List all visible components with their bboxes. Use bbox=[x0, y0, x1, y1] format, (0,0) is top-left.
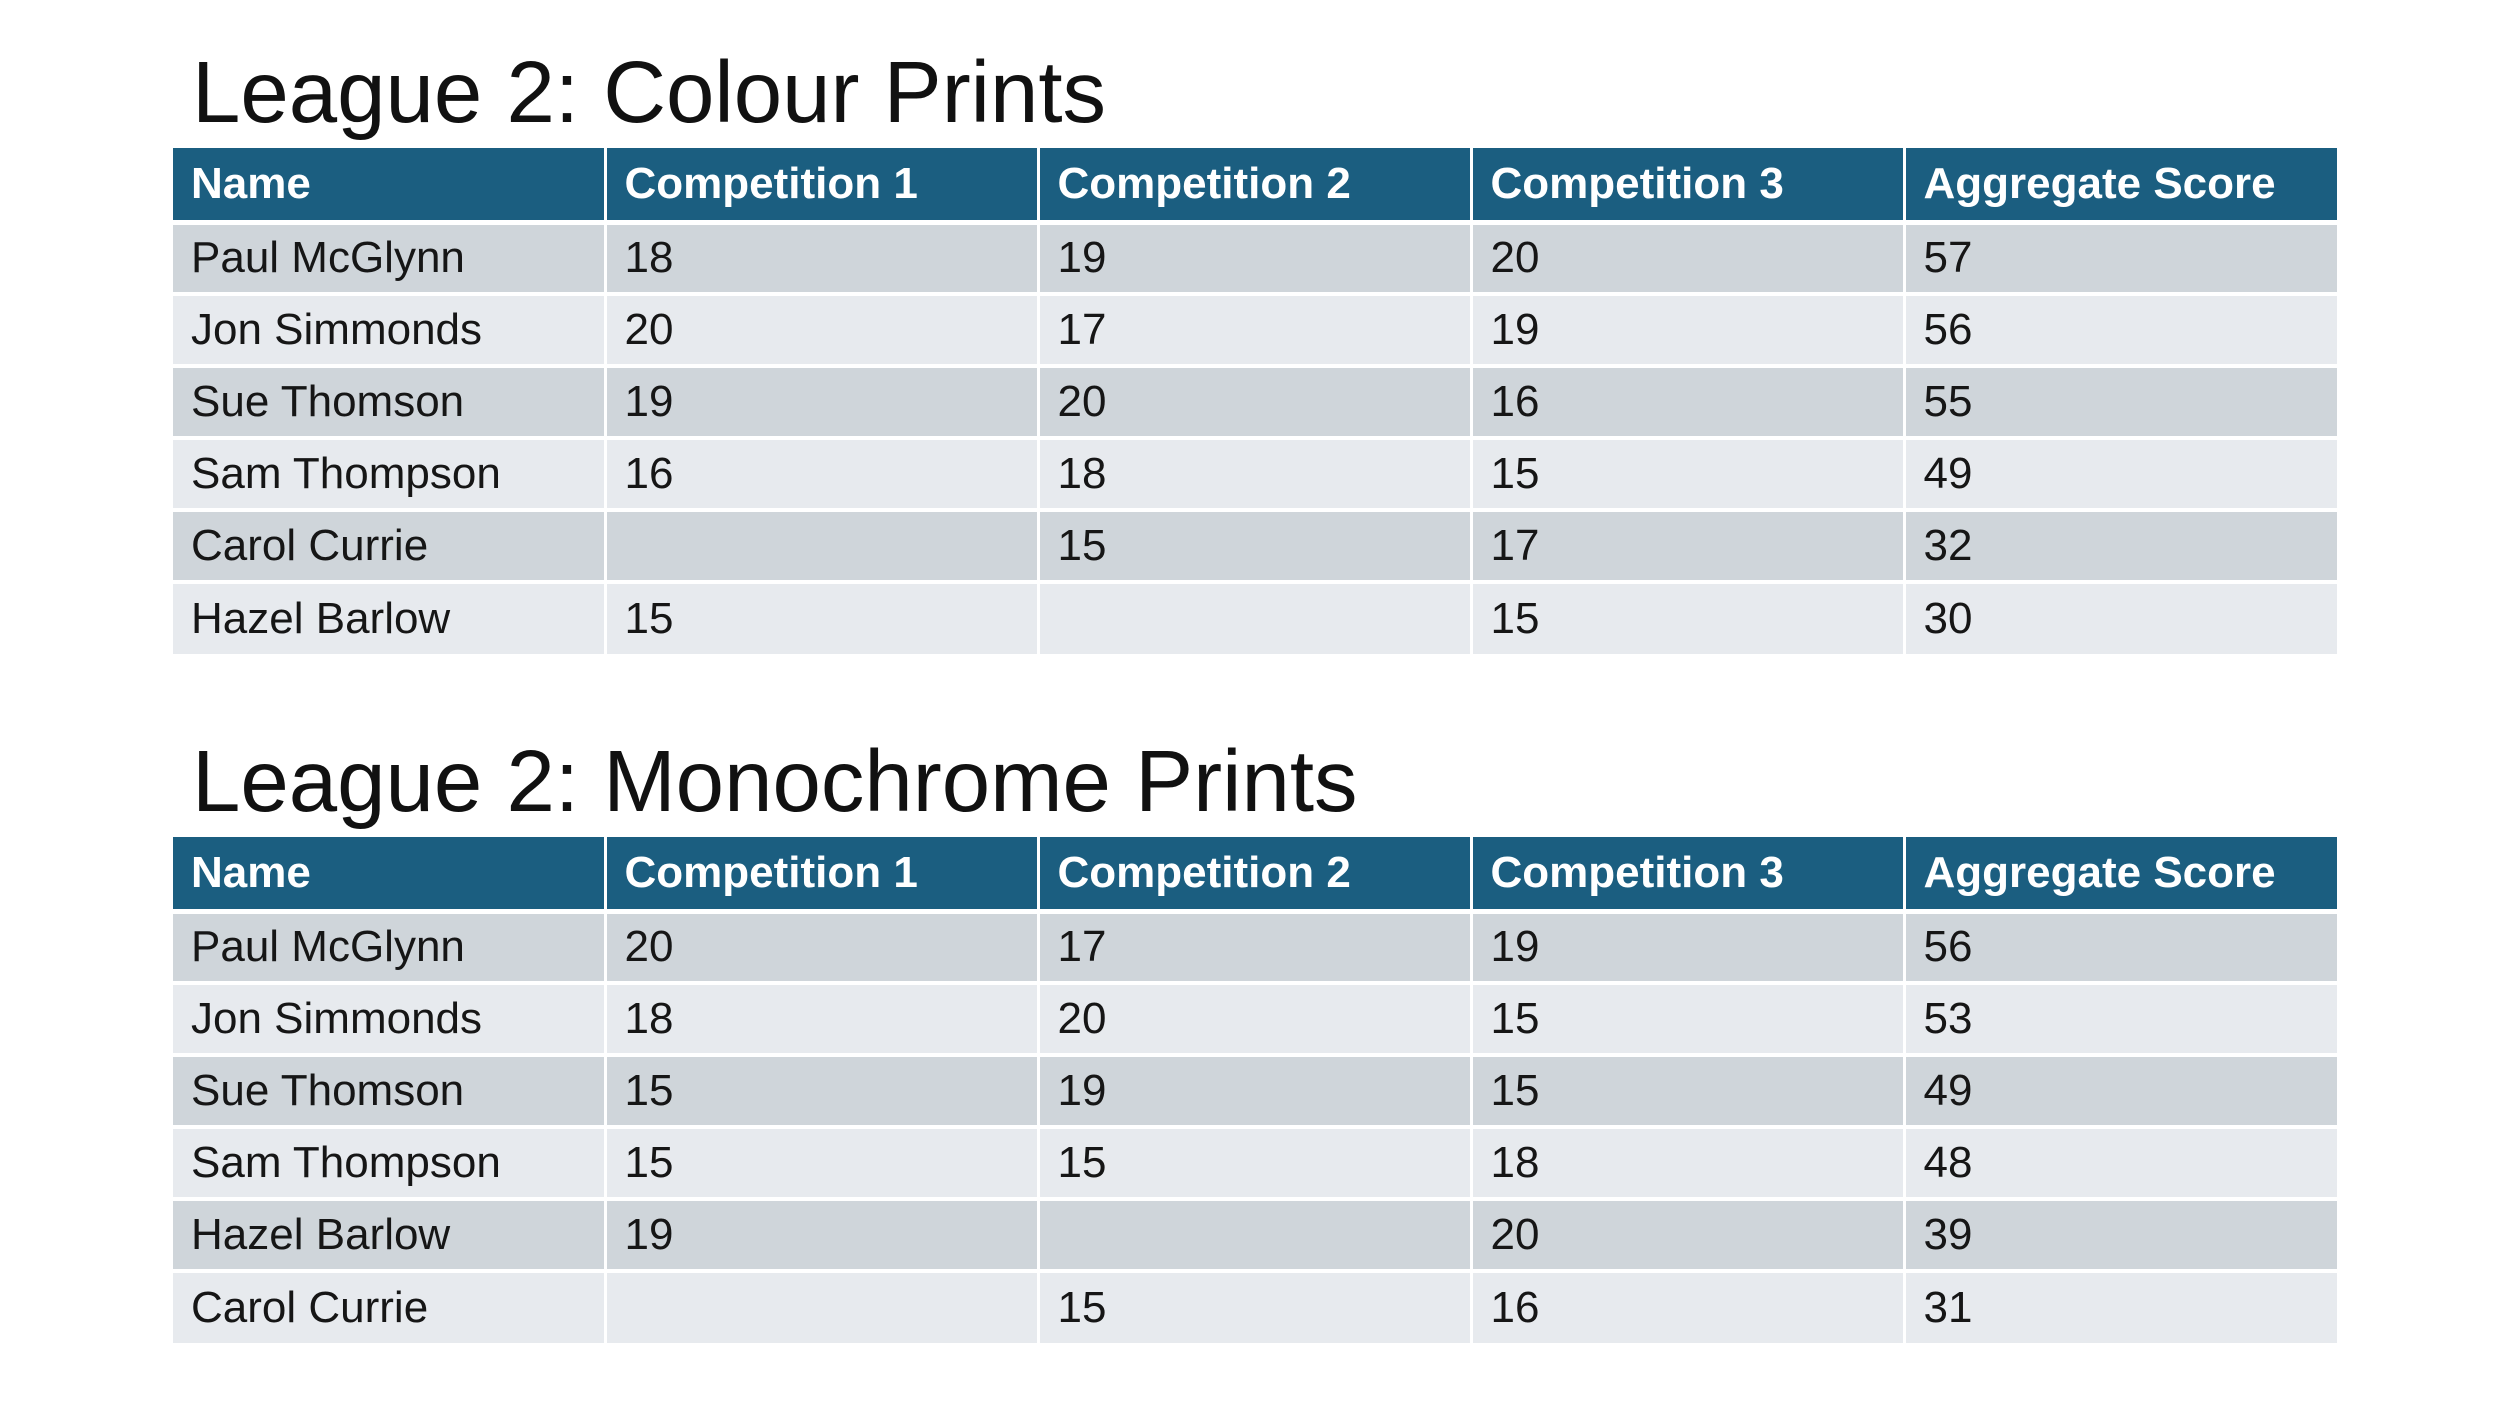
cell-competition-1: 19 bbox=[605, 1199, 1038, 1271]
cell-competition-2: 17 bbox=[1038, 911, 1471, 983]
column-header-aggregate-score: Aggregate Score bbox=[1904, 837, 2337, 911]
cell-competition-2: 15 bbox=[1038, 1127, 1471, 1199]
cell-aggregate-score: 56 bbox=[1904, 294, 2337, 366]
column-header-name: Name bbox=[173, 837, 605, 911]
cell-competition-1: 18 bbox=[605, 983, 1038, 1055]
cell-competition-3: 15 bbox=[1471, 1055, 1904, 1127]
cell-competition-3: 16 bbox=[1471, 1271, 1904, 1343]
cell-competition-3: 15 bbox=[1471, 983, 1904, 1055]
table-row bbox=[173, 366, 2337, 438]
cell-competition-2: 19 bbox=[1038, 1055, 1471, 1127]
monochrome-prints-title: League 2: Monochrome Prints bbox=[192, 733, 1358, 830]
column-header-competition-1: Competition 1 bbox=[605, 148, 1038, 222]
table-row bbox=[173, 1199, 2337, 1271]
cell-competition-2: 15 bbox=[1038, 1271, 1471, 1343]
cell-competition-3: 15 bbox=[1471, 582, 1904, 654]
cell-competition-1: 16 bbox=[605, 438, 1038, 510]
cell-competition-2: 20 bbox=[1038, 366, 1471, 438]
cell-name: Hazel Barlow bbox=[173, 582, 605, 654]
cell-name: Jon Simmonds bbox=[173, 294, 605, 366]
cell-aggregate-score: 49 bbox=[1904, 438, 2337, 510]
cell-competition-2: 19 bbox=[1038, 222, 1471, 294]
cell-competition-3: 19 bbox=[1471, 294, 1904, 366]
cell-competition-1: 15 bbox=[605, 582, 1038, 654]
cell-competition-2 bbox=[1038, 582, 1471, 654]
cell-name: Sue Thomson bbox=[173, 366, 605, 438]
cell-aggregate-score: 31 bbox=[1904, 1271, 2337, 1343]
cell-competition-3: 17 bbox=[1471, 510, 1904, 582]
cell-competition-1: 20 bbox=[605, 294, 1038, 366]
column-header-competition-1: Competition 1 bbox=[605, 837, 1038, 911]
table-header-row bbox=[173, 148, 2337, 222]
cell-competition-1: 20 bbox=[605, 911, 1038, 983]
monochrome-prints-section bbox=[173, 727, 2337, 1343]
cell-aggregate-score: 32 bbox=[1904, 510, 2337, 582]
cell-aggregate-score: 48 bbox=[1904, 1127, 2337, 1199]
cell-competition-2 bbox=[1038, 1199, 1471, 1271]
colour-prints-table bbox=[173, 148, 2337, 654]
cell-competition-3: 20 bbox=[1471, 222, 1904, 294]
monochrome-prints-table bbox=[173, 837, 2337, 1343]
cell-aggregate-score: 39 bbox=[1904, 1199, 2337, 1271]
table-row bbox=[173, 1127, 2337, 1199]
table-row bbox=[173, 582, 2337, 654]
cell-aggregate-score: 57 bbox=[1904, 222, 2337, 294]
cell-name: Hazel Barlow bbox=[173, 1199, 605, 1271]
cell-competition-3: 20 bbox=[1471, 1199, 1904, 1271]
cell-name: Carol Currie bbox=[173, 510, 605, 582]
cell-name: Jon Simmonds bbox=[173, 983, 605, 1055]
cell-aggregate-score: 55 bbox=[1904, 366, 2337, 438]
table-row bbox=[173, 438, 2337, 510]
table-row bbox=[173, 510, 2337, 582]
column-header-aggregate-score: Aggregate Score bbox=[1904, 148, 2337, 222]
table-row bbox=[173, 294, 2337, 366]
cell-competition-3: 16 bbox=[1471, 366, 1904, 438]
colour-prints-section bbox=[173, 38, 2337, 654]
table-row bbox=[173, 1055, 2337, 1127]
column-header-competition-3: Competition 3 bbox=[1471, 148, 1904, 222]
cell-competition-1: 18 bbox=[605, 222, 1038, 294]
cell-name: Paul McGlynn bbox=[173, 911, 605, 983]
cell-competition-1 bbox=[605, 510, 1038, 582]
cell-competition-2: 15 bbox=[1038, 510, 1471, 582]
cell-competition-2: 17 bbox=[1038, 294, 1471, 366]
cell-competition-1 bbox=[605, 1271, 1038, 1343]
cell-competition-3: 18 bbox=[1471, 1127, 1904, 1199]
cell-aggregate-score: 30 bbox=[1904, 582, 2337, 654]
column-header-competition-2: Competition 2 bbox=[1038, 837, 1471, 911]
cell-name: Carol Currie bbox=[173, 1271, 605, 1343]
cell-competition-1: 15 bbox=[605, 1055, 1038, 1127]
cell-competition-3: 19 bbox=[1471, 911, 1904, 983]
table-row bbox=[173, 1271, 2337, 1343]
table-row bbox=[173, 983, 2337, 1055]
cell-competition-3: 15 bbox=[1471, 438, 1904, 510]
cell-aggregate-score: 56 bbox=[1904, 911, 2337, 983]
colour-prints-title: League 2: Colour Prints bbox=[192, 44, 1107, 141]
column-header-competition-2: Competition 2 bbox=[1038, 148, 1471, 222]
cell-name: Sue Thomson bbox=[173, 1055, 605, 1127]
table-header-row bbox=[173, 837, 2337, 911]
table-row bbox=[173, 222, 2337, 294]
column-header-competition-3: Competition 3 bbox=[1471, 837, 1904, 911]
cell-name: Sam Thompson bbox=[173, 1127, 605, 1199]
cell-aggregate-score: 49 bbox=[1904, 1055, 2337, 1127]
cell-competition-1: 19 bbox=[605, 366, 1038, 438]
cell-name: Sam Thompson bbox=[173, 438, 605, 510]
cell-aggregate-score: 53 bbox=[1904, 983, 2337, 1055]
cell-competition-2: 18 bbox=[1038, 438, 1471, 510]
cell-name: Paul McGlynn bbox=[173, 222, 605, 294]
cell-competition-1: 15 bbox=[605, 1127, 1038, 1199]
column-header-name: Name bbox=[173, 148, 605, 222]
table-row bbox=[173, 911, 2337, 983]
cell-competition-2: 20 bbox=[1038, 983, 1471, 1055]
